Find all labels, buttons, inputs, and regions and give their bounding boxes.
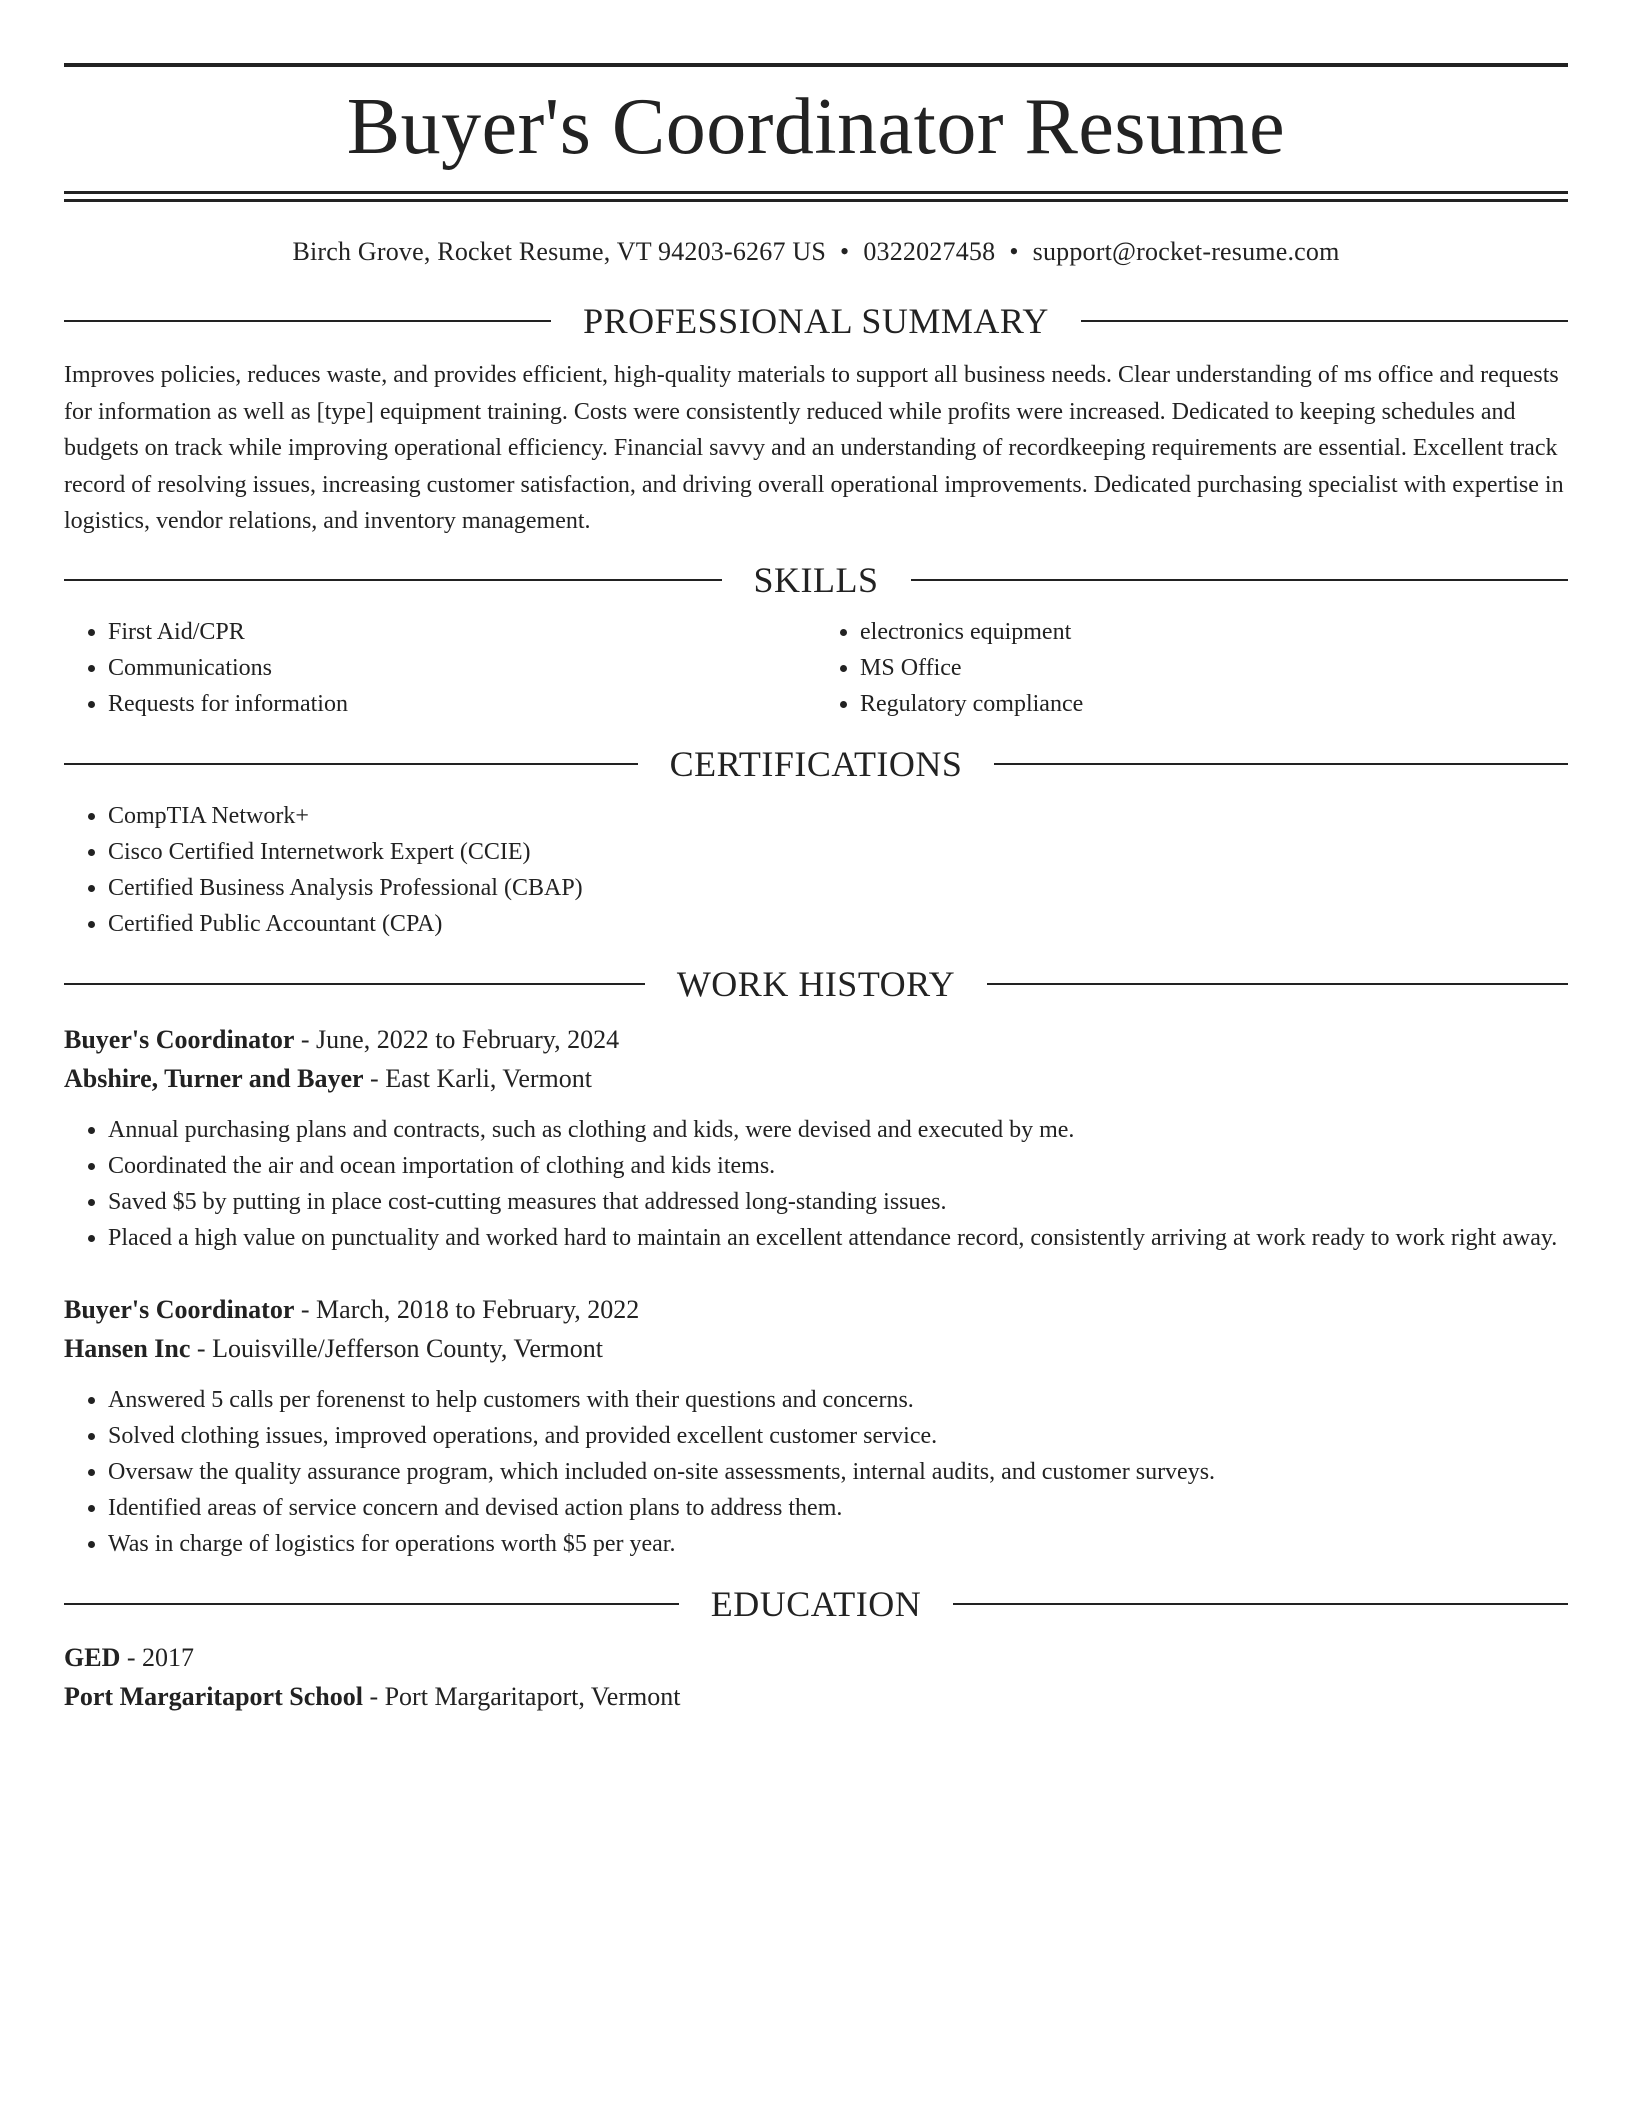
education-school-line <box>64 1677 1568 1716</box>
summary-heading-row <box>64 301 1568 341</box>
job-bullet: • Solved clothing issues, improved operations, and provided excellent customer service. <box>108 1418 1568 1454</box>
heading-rule-right <box>953 1603 1568 1605</box>
heading-rule-left <box>64 320 551 322</box>
job-bullet: • Oversaw the quality assurance program, which included on-site assessments, internal audits, and customer surveys. <box>108 1454 1568 1490</box>
heading-rule-left <box>64 1603 679 1605</box>
work-heading: WORK HISTORY <box>676 963 956 1004</box>
certifications-section <box>64 744 1568 942</box>
job-bullet: • Answered 5 calls per forenenst to help customers with their questions and concerns. <box>108 1382 1568 1418</box>
contact-separator: • <box>840 237 850 266</box>
contact-separator: • <box>1009 237 1019 266</box>
job-company: Abshire, Turner and Bayer <box>64 1063 364 1093</box>
work-heading-row <box>64 964 1568 1004</box>
skills-list-right <box>816 614 1568 722</box>
job-title: Buyer's Coordinator <box>64 1294 295 1324</box>
job-location: - Louisville/Jefferson County, Vermont <box>190 1333 604 1363</box>
skill-item: • MS Office <box>860 650 1568 686</box>
skill-item: • electronics equipment <box>860 614 1568 650</box>
contact-address: Birch Grove, Rocket Resume, VT 94203-6267 US <box>292 237 826 266</box>
education-location: - Port Margaritaport, Vermont <box>362 1681 681 1711</box>
job-entry <box>64 1290 1568 1562</box>
certification-item: • Cisco Certified Internetwork Expert (CCIE) <box>108 834 1568 870</box>
job-title-line <box>64 1020 1568 1059</box>
job-bullet: • Identified areas of service concern and devised action plans to address them. <box>108 1490 1568 1526</box>
certification-item: • CompTIA Network+ <box>108 798 1568 834</box>
job-bullet: • Coordinated the air and ocean importation of clothing and kids items. <box>108 1148 1568 1184</box>
job-company-line <box>64 1329 1568 1368</box>
title-bottom-rule <box>64 191 1568 194</box>
certification-item: • Certified Public Accountant (CPA) <box>108 906 1568 942</box>
contact-phone: 0322027458 <box>863 237 996 266</box>
skills-heading-row <box>64 560 1568 600</box>
job-dates: - March, 2018 to February, 2022 <box>294 1294 640 1324</box>
job-bullet: • Placed a high value on punctuality and worked hard to maintain an excellent attendance record, consistently arriving at work ready to work right away. <box>108 1220 1568 1256</box>
resume-title: Buyer's Coordinator Resume <box>346 83 1286 171</box>
heading-rule-left <box>64 579 722 581</box>
job-company-line <box>64 1059 1568 1098</box>
skills-section <box>64 560 1568 722</box>
certifications-heading: CERTIFICATIONS <box>669 743 963 784</box>
skill-item: • Requests for information <box>108 686 816 722</box>
job-entry <box>64 1020 1568 1256</box>
resume-header <box>64 63 1568 202</box>
job-dates: - June, 2022 to February, 2024 <box>294 1024 620 1054</box>
heading-rule-left <box>64 763 638 765</box>
certification-item: • Certified Business Analysis Professional (CBAP) <box>108 870 1568 906</box>
heading-rule-left <box>64 983 645 985</box>
job-location: - East Karli, Vermont <box>363 1063 592 1093</box>
skills-list-left <box>64 614 816 722</box>
job-bullet: • Was in charge of logistics for operations worth $5 per year. <box>108 1526 1568 1562</box>
skill-item: • Regulatory compliance <box>860 686 1568 722</box>
summary-heading: PROFESSIONAL SUMMARY <box>583 301 1049 341</box>
job-company: Hansen Inc <box>64 1333 191 1363</box>
job-bullet: • Saved $5 by putting in place cost-cutting measures that addressed long-standing issues. <box>108 1184 1568 1220</box>
skills-columns <box>64 614 1568 722</box>
heading-rule-right <box>987 983 1568 985</box>
heading-rule-right <box>1081 320 1568 322</box>
heading-rule-right <box>911 579 1569 581</box>
heading-rule-right <box>994 763 1568 765</box>
job-title-line <box>64 1290 1568 1329</box>
education-degree-line <box>64 1638 1568 1677</box>
certifications-list <box>64 798 1568 942</box>
skills-heading: SKILLS <box>753 559 879 600</box>
title-bottom-rule-2 <box>64 199 1568 202</box>
education-heading-row <box>64 1584 1568 1624</box>
summary-text: Improves policies, reduces waste, and provides efficient, high-quality materials to support all business needs. Clear understanding of ms office and requests for information as well as [type] equipment training. Costs were consistently reduced while profits were increased. Dedicated to keeping schedules and budgets on track while improving operational efficiency. Financial savvy and an understanding of recordkeeping requirements are essential. Excellent track record of resolving issues, increasing customer satisfaction, and driving overall operational improvements. Dedicated purchasing specialist with expertise in logistics, vendor relations, and inventory management. <box>64 362 1564 534</box>
work-history-section <box>64 964 1568 1562</box>
job-bullet-list <box>64 1112 1568 1256</box>
job-bullet-list <box>64 1382 1568 1562</box>
contact-line <box>64 237 1568 267</box>
certifications-heading-row <box>64 744 1568 784</box>
education-year: - 2017 <box>120 1642 195 1672</box>
skill-item: • Communications <box>108 650 816 686</box>
education-heading: EDUCATION <box>710 1583 922 1624</box>
summary-section <box>64 301 1568 540</box>
job-bullet: • Annual purchasing plans and contracts, such as clothing and kids, were devised and executed by me. <box>108 1112 1568 1148</box>
contact-email: support@rocket-resume.com <box>1032 237 1340 266</box>
skill-item: • First Aid/CPR <box>108 614 816 650</box>
job-title: Buyer's Coordinator <box>64 1024 295 1054</box>
education-school: Port Margaritaport School <box>64 1681 363 1711</box>
education-degree: GED <box>64 1642 121 1672</box>
education-section <box>64 1584 1568 1716</box>
